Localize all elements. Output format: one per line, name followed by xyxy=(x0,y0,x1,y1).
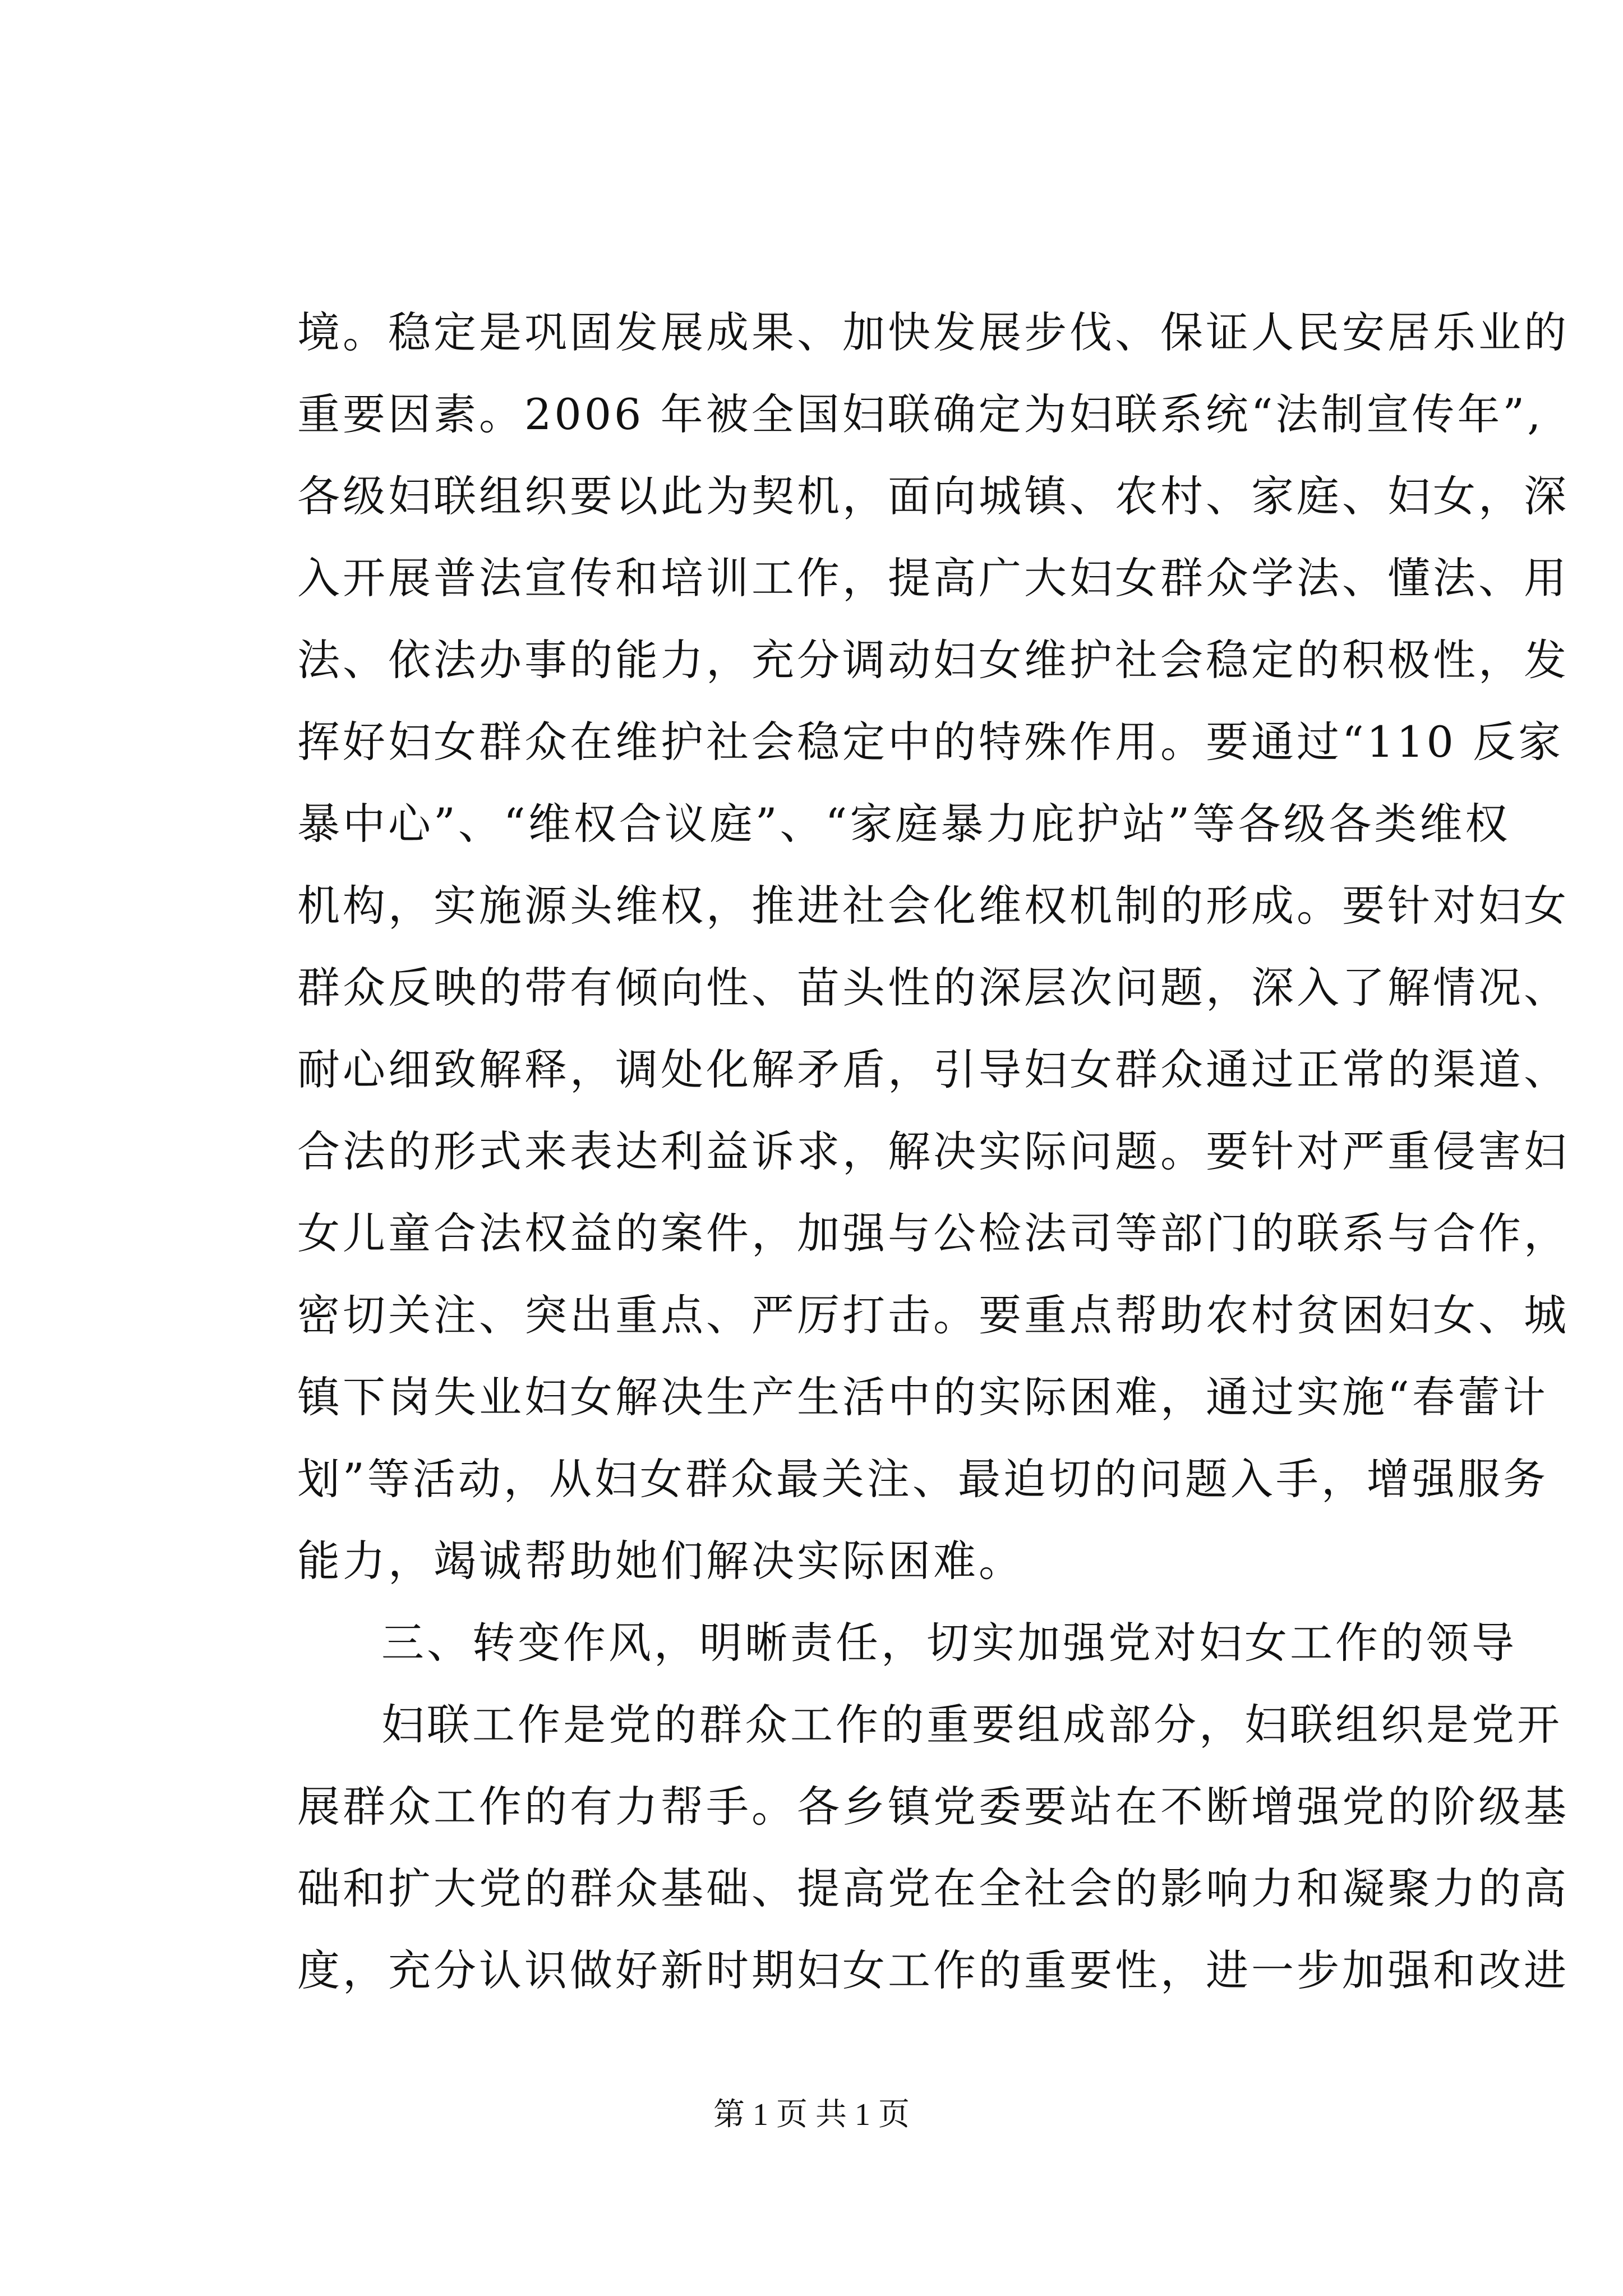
text-line: 机构，实施源头维权，推进社会化维权机制的形成。要针对妇女 xyxy=(297,881,1569,931)
text-line: 合法的形式来表达利益诉求，解决实际问题。要针对严重侵害妇 xyxy=(297,1126,1569,1176)
text-line: 础和扩大党的群众基础、提高党在全社会的影响力和凝聚力的高 xyxy=(297,1864,1569,1913)
section-heading: 三、转变作风，明晰责任，切实加强党对妇女工作的领导 xyxy=(381,1618,1517,1668)
text-line: 群众反映的带有倾向性、苗头性的深层次问题，深入了解情况、 xyxy=(297,963,1569,1013)
document-body xyxy=(297,292,1569,2012)
text-line: 密切关注、突出重点、严厉打击。要重点帮助农村贫困妇女、城 xyxy=(297,1290,1569,1340)
text-line: 镇下岗失业妇女解决生产生活中的实际困难，通过实施“春蕾计 xyxy=(297,1372,1548,1422)
text-line: 展群众工作的有力帮手。各乡镇党委要站在不断增强党的阶级基 xyxy=(297,1782,1569,1832)
text-line: 度，充分认识做好新时期妇女工作的重要性，进一步加强和改进 xyxy=(297,1945,1569,1995)
text-line: 耐心细致解释，调处化解矛盾，引导妇女群众通过正常的渠道、 xyxy=(297,1045,1569,1094)
text-line: 境。稳定是巩固发展成果、加快发展步伐、保证人民安居乐业的 xyxy=(297,307,1569,357)
text-line: 划”等活动，从妇女群众最关注、最迫切的问题入手，增强服务 xyxy=(297,1454,1548,1504)
text-line: 挥好妇女群众在维护社会稳定中的特殊作用。要通过“110 反家 xyxy=(297,717,1564,767)
text-line: 入开展普法宣传和培训工作，提高广大妇女群众学法、懂法、用 xyxy=(297,553,1569,603)
text-line: 法、依法办事的能力，充分调动妇女维护社会稳定的积极性，发 xyxy=(297,635,1569,685)
text-line: 妇联工作是党的群众工作的重要组成部分，妇联组织是党开 xyxy=(381,1700,1562,1750)
text-line: 重要因素。2006 年被全国妇联确定为妇联系统“法制宣传年”, xyxy=(297,389,1544,439)
text-line: 能力，竭诚帮助她们解决实际困难。 xyxy=(297,1536,1024,1586)
text-line: 暴中心”、“维权合议庭”、“家庭暴力庇护站”等各级各类维权 xyxy=(297,799,1511,849)
text-line: 女儿童合法权益的案件，加强与公检法司等部门的联系与合作， xyxy=(297,1208,1569,1258)
text-line: 各级妇联组织要以此为契机，面向城镇、农村、家庭、妇女，深 xyxy=(297,471,1569,521)
page-footer: 第 1 页 共 1 页 xyxy=(713,2097,910,2132)
